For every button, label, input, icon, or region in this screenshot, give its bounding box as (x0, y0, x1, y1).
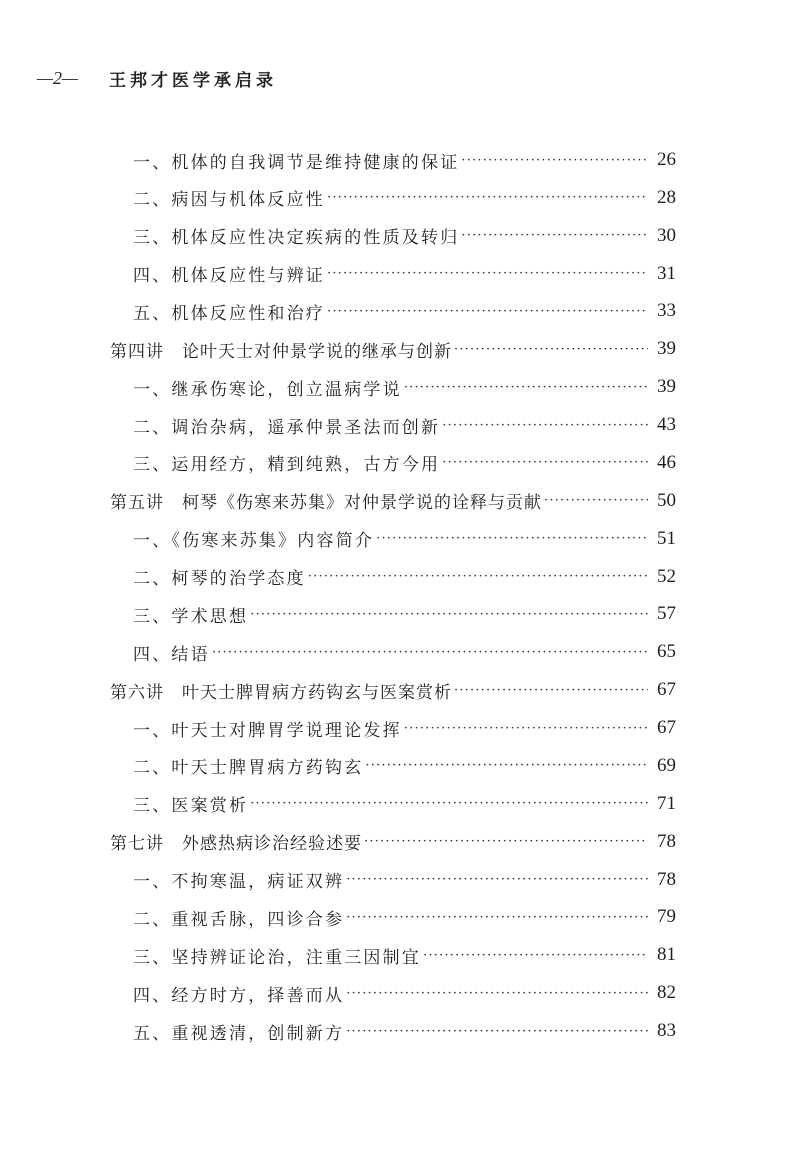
toc-section-entry[interactable] (133, 863, 676, 897)
entry-page-number: 79 (657, 906, 676, 928)
dot-leader (250, 607, 648, 622)
dot-leader (346, 986, 648, 1001)
dot-leader (461, 228, 648, 243)
entry-title: 二、叶天士脾胃病方药钩玄 (133, 758, 364, 779)
entry-title: 三、医案赏析 (133, 796, 249, 817)
entry-page-number: 83 (657, 1020, 676, 1041)
entry-title: 第七讲 外感热病诊治经验述要 (110, 834, 362, 855)
toc-section-entry[interactable] (133, 1014, 676, 1048)
entry-page-number: 43 (657, 414, 676, 436)
entry-title: 四、经方时方，择善而从 (133, 985, 345, 1006)
dot-leader (346, 872, 648, 887)
entry-title: 三、学术思想 (133, 606, 249, 627)
toc-section-entry[interactable] (133, 294, 676, 328)
dot-leader (365, 758, 648, 773)
toc-section-entry[interactable] (133, 976, 676, 1010)
toc-section-entry[interactable] (133, 219, 676, 253)
entry-title: 一、《伤寒来苏集》内容简介 (133, 531, 375, 552)
entry-page-number: 78 (657, 868, 676, 890)
toc-section-entry[interactable] (133, 597, 676, 631)
toc-section-entry[interactable] (133, 257, 676, 291)
entry-title: 三、坚持辨证论治，注重三因制宜 (133, 947, 421, 968)
dot-leader (212, 645, 648, 660)
entry-page-number: 30 (657, 224, 676, 246)
entry-page-number: 39 (657, 338, 676, 360)
entry-title: 第五讲 柯琴《伤寒来苏集》对仲景学说的诠释与贡献 (110, 493, 542, 514)
entry-title: 一、继承伤寒论，创立温病学说 (133, 379, 402, 400)
entry-title: 五、重视透清，创制新方 (133, 1023, 345, 1044)
dot-leader (376, 531, 648, 546)
entry-title: 三、运用经方，精到纯熟，古方今用 (133, 455, 441, 476)
entry-page-number: 67 (657, 717, 676, 739)
running-header (37, 66, 277, 91)
entry-page-number: 33 (657, 300, 676, 322)
dot-leader (461, 153, 648, 168)
page-number: —2— (37, 68, 79, 88)
entry-title: 第六讲 叶天士脾胃病方药钩玄与医案赏析 (110, 682, 452, 703)
dot-leader (404, 380, 648, 395)
toc-section-entry[interactable] (133, 446, 676, 480)
dot-leader (442, 418, 648, 433)
entry-page-number: 65 (657, 641, 676, 663)
toc-section-entry[interactable] (133, 408, 676, 442)
toc-section-entry[interactable] (133, 749, 676, 783)
toc-section-entry[interactable] (133, 522, 676, 556)
entry-title: 三、机体反应性决定疾病的性质及转归 (133, 228, 460, 249)
entry-title: 一、叶天士对脾胃学说理论发挥 (133, 720, 402, 741)
entry-page-number: 78 (657, 830, 676, 852)
dot-leader (250, 796, 648, 811)
toc-section-entry[interactable] (133, 787, 676, 821)
toc-chapter-entry[interactable] (110, 484, 676, 518)
entry-page-number: 67 (657, 679, 676, 701)
entry-page-number: 71 (657, 792, 676, 814)
entry-title: 二、病因与机体反应性 (133, 190, 325, 211)
entry-page-number: 82 (657, 982, 676, 1004)
entry-title: 二、柯琴的治学态度 (133, 569, 306, 590)
toc-section-entry[interactable] (133, 900, 676, 934)
entry-title: 二、重视舌脉，四诊合参 (133, 909, 345, 930)
dot-leader (327, 266, 648, 281)
toc-chapter-entry[interactable] (110, 673, 676, 707)
dot-leader (327, 190, 648, 205)
entry-title: 一、机体的自我调节是维持健康的保证 (133, 152, 460, 173)
toc-section-entry[interactable] (133, 370, 676, 404)
entry-page-number: 52 (657, 565, 676, 587)
entry-page-number: 51 (657, 527, 676, 549)
entry-title: 第四讲 论叶天士对仲景学说的继承与创新 (110, 341, 452, 362)
entry-title: 四、结语 (133, 644, 210, 665)
entry-page-number: 50 (657, 489, 676, 511)
entry-title: 二、调治杂病，遥承仲景圣法而创新 (133, 417, 441, 438)
toc-section-entry[interactable] (133, 635, 676, 669)
dot-leader (404, 721, 648, 736)
dot-leader (308, 569, 648, 584)
dot-leader (544, 493, 648, 508)
toc-section-entry[interactable] (133, 560, 676, 594)
toc-chapter-entry[interactable] (110, 825, 676, 859)
dot-leader (442, 455, 648, 470)
entry-page-number: 81 (657, 944, 676, 966)
entry-page-number: 39 (657, 376, 676, 398)
toc-section-entry[interactable] (133, 181, 676, 215)
dot-leader (423, 948, 648, 963)
dot-leader (327, 304, 648, 319)
dot-leader (346, 910, 648, 925)
entry-title: 四、机体反应性与辨证 (133, 266, 325, 287)
book-title: 王邦才医学承启录 (109, 71, 277, 91)
toc-section-entry[interactable] (133, 938, 676, 972)
entry-title: 五、机体反应性和治疗 (133, 303, 325, 324)
toc-chapter-entry[interactable] (110, 332, 676, 366)
entry-page-number: 69 (657, 754, 676, 776)
entry-page-number: 31 (657, 262, 676, 284)
entry-page-number: 28 (657, 186, 676, 208)
toc-section-entry[interactable] (133, 143, 676, 177)
dot-leader (346, 1024, 648, 1039)
entry-page-number: 26 (657, 149, 676, 170)
dot-leader (454, 342, 648, 357)
toc-section-entry[interactable] (133, 711, 676, 745)
entry-page-number: 46 (657, 451, 676, 473)
dot-leader (454, 683, 648, 698)
entry-page-number: 57 (657, 603, 676, 625)
dot-leader (364, 834, 648, 849)
entry-title: 一、不拘寒温，病证双辨 (133, 872, 345, 893)
